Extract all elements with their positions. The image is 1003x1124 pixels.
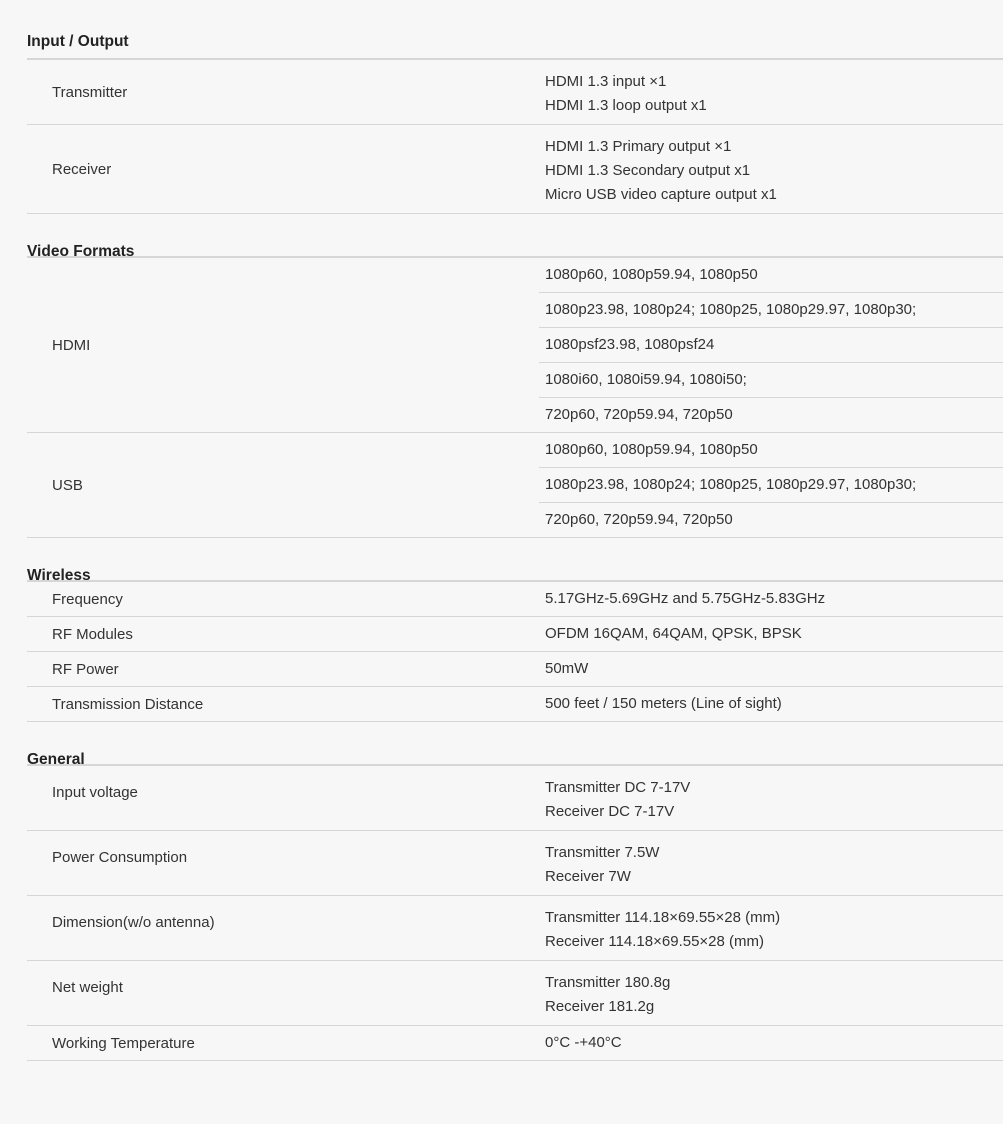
section-title: Input / Output <box>27 0 1003 60</box>
spec-label: Working Temperature <box>52 1034 195 1052</box>
spec-value: 50mW <box>545 660 589 677</box>
spec-value: 720p60, 720p59.94, 720p50 <box>545 511 733 528</box>
spec-row-rf-power <box>27 652 1003 687</box>
spec-label: Frequency <box>52 590 123 608</box>
spec-value: OFDM 16QAM, 64QAM, QPSK, BPSK <box>545 625 802 642</box>
spec-row-usb <box>27 433 1003 538</box>
spec-values <box>539 125 1003 213</box>
section-title: General <box>27 722 1003 766</box>
section-title: Video Formats <box>27 214 1003 258</box>
spec-value: Transmitter DC 7-17V <box>545 779 691 796</box>
spec-value: Receiver DC 7-17V <box>545 803 675 820</box>
section-input-output <box>27 0 1003 214</box>
spec-row-receiver <box>27 125 1003 214</box>
spec-values <box>539 896 1003 960</box>
spec-value: Receiver 181.2g <box>545 998 655 1015</box>
spec-label: HDMI <box>52 336 91 354</box>
spec-value: HDMI 1.3 loop output x1 <box>545 97 707 114</box>
spec-label: USB <box>52 476 83 494</box>
spec-values <box>539 258 1003 432</box>
spec-value: 5.17GHz-5.69GHz and 5.75GHz-5.83GHz <box>545 590 826 607</box>
spec-label: Power Consumption <box>52 849 188 866</box>
spec-value: Transmitter 7.5W <box>545 844 660 861</box>
spec-table <box>27 0 1003 1061</box>
spec-value: 500 feet / 150 meters (Line of sight) <box>545 695 782 712</box>
spec-value: 1080p23.98, 1080p24; 1080p25, 1080p29.97, 1080p30; <box>539 468 1003 503</box>
spec-label: Transmitter <box>52 83 128 101</box>
section-wireless <box>27 538 1003 722</box>
spec-value: Transmitter 180.8g <box>545 974 671 991</box>
spec-values <box>539 961 1003 1025</box>
spec-row-rf-modules <box>27 617 1003 652</box>
spec-value: Transmitter 114.18×69.55×28 (mm) <box>545 909 781 926</box>
section-title: Wireless <box>27 538 1003 582</box>
spec-value: 1080p60, 1080p59.94, 1080p50 <box>539 433 1003 468</box>
spec-row-net-weight <box>27 961 1003 1026</box>
section-video-formats <box>27 214 1003 538</box>
spec-value: Receiver 114.18×69.55×28 (mm) <box>545 933 765 950</box>
section-general <box>27 722 1003 1061</box>
spec-value: 0°C -+40°C <box>545 1034 622 1051</box>
spec-values <box>539 831 1003 895</box>
spec-value: Micro USB video capture output x1 <box>545 186 777 203</box>
spec-label: Transmission Distance <box>52 695 204 713</box>
spec-value: HDMI 1.3 input ×1 <box>545 73 667 90</box>
spec-values <box>539 60 1003 124</box>
spec-value: 1080p23.98, 1080p24; 1080p25, 1080p29.97, 1080p30; <box>539 293 1003 328</box>
spec-value: HDMI 1.3 Secondary output x1 <box>545 162 751 179</box>
spec-value: Receiver 7W <box>545 868 631 885</box>
spec-value: 720p60, 720p59.94, 720p50 <box>545 406 733 423</box>
spec-label: Input voltage <box>52 784 138 801</box>
spec-row-working-temperature <box>27 1026 1003 1061</box>
spec-values <box>539 433 1003 537</box>
spec-value: HDMI 1.3 Primary output ×1 <box>545 138 732 155</box>
spec-values <box>539 766 1003 830</box>
spec-row-frequency <box>27 582 1003 617</box>
spec-value: 1080psf23.98, 1080psf24 <box>539 328 1003 363</box>
spec-label: Net weight <box>52 979 123 996</box>
spec-label: Receiver <box>52 160 112 178</box>
spec-row-input-voltage <box>27 766 1003 831</box>
spec-row-hdmi <box>27 258 1003 433</box>
spec-row-transmission-distance <box>27 687 1003 722</box>
spec-row-power-consumption <box>27 831 1003 896</box>
spec-label: Dimension(w/o antenna) <box>52 914 215 931</box>
spec-label: RF Power <box>52 660 119 678</box>
spec-value: 1080i60, 1080i59.94, 1080i50; <box>539 363 1003 398</box>
spec-row-transmitter <box>27 60 1003 125</box>
spec-value: 1080p60, 1080p59.94, 1080p50 <box>539 258 1003 293</box>
spec-row-dimension <box>27 896 1003 961</box>
spec-label: RF Modules <box>52 625 133 643</box>
